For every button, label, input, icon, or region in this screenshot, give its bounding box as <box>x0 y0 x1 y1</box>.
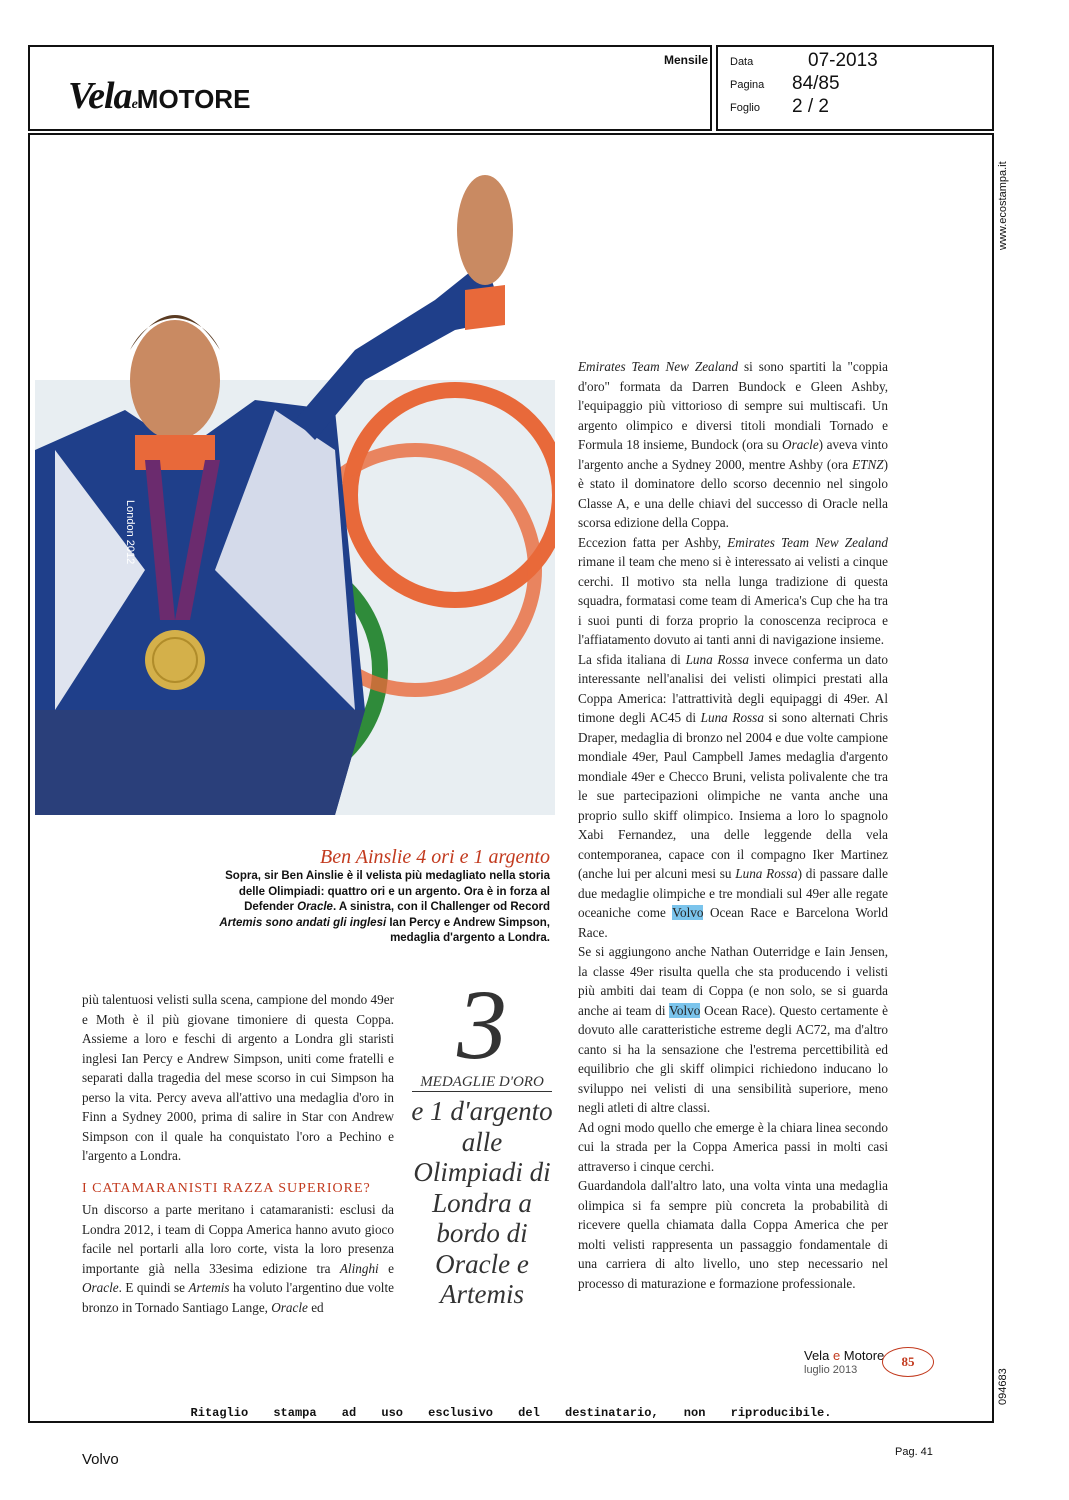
right-paragraph-5: Ad ogni modo quello che emerge è la chiara linea secondo cui la strada per la Coppa America passi in molti casi attraverso i cinque cerchi. <box>578 1119 888 1174</box>
left-column-paragraph-2: Un discorso a parte meritano i catamaranisti: esclusi da Londra 2012, i team di Coppa America hanno avuto gioco facile nel portarli alla loro corte, vista la loro presenza importante già nella 33esima edizione tra Alinghi e Oracle. E quindi se Artemis ha voluto l'argentino due volte bronzo in Tornado Santiago Lange, Oracle ed <box>82 1202 394 1315</box>
folio-date: luglio 2013 <box>804 1364 858 1376</box>
pull-quote-number: 3 <box>457 969 507 1080</box>
caption-title: Ben Ainslie 4 ori e 1 argento <box>320 846 550 868</box>
section-heading: I CATAMARANISTI RAZZA SUPERIORE? <box>82 1181 371 1196</box>
page-number: Pag. 41 <box>895 1446 933 1458</box>
page-label: Pagina <box>730 79 765 91</box>
highlight-volvo: Volvo <box>672 905 704 920</box>
publication-logo: VelaeMOTORE <box>68 75 251 117</box>
date-label: Data <box>730 56 754 68</box>
side-url: www.ecostampa.it <box>997 161 1009 250</box>
highlight-volvo: Volvo <box>669 1002 701 1018</box>
pull-quote-label: MEDAGLIE D'ORO <box>412 1074 552 1092</box>
sheet-value: 2 / 2 <box>792 96 829 117</box>
folio-page-number: 85 <box>882 1347 934 1377</box>
athlete-photo <box>35 150 555 815</box>
frequency-label: Mensile <box>664 53 709 67</box>
right-column <box>578 357 888 1293</box>
jacket-lower <box>35 710 365 815</box>
pull-quote-text: e 1 d'argento alle Olimpiadi di Londra a bordo di Oracle e Artemis <box>411 1096 553 1309</box>
left-column-paragraph-1: più talentuosi velisti sulla scena, campione del mondo 49er e Moth è il più giovane timoniere di questa Coppa. Assieme a loro e feschi di argento a Londra gli staristi inglesi Ian Percy e Andrew Simpson, uniti come fratelli e separati dalla tragedia del mese scorso in cui Simpson ha perso la vita. Percy aveva all'attivo una medaglia d'oro in Finn a Sydney 2000, prima di salire in Star con Andrew Simpson con il quale ha conquistato l'oro a Pechino e l'argento a Londra. <box>82 992 394 1163</box>
search-keyword: Volvo <box>82 1451 119 1468</box>
head <box>130 320 220 440</box>
sleeve-cuff <box>465 285 505 330</box>
right-paragraph-2: Eccezion fatta per Ashby, Emirates Team New Zealand rimane il team che meno si è interessato ai velisti a cinque cerchi. Il motivo sta nella lunga tradizione di questa squadra, formatasi come team di America's Cup che ha tra i suoi punti di forza proprio la conoscenza reciproca e l'affiatamento dovuto ai tanti anni di navigazione insieme. <box>578 534 888 647</box>
right-paragraph-6: Guardandola dall'altro lato, una volta vinta una medaglia olimpica si fa sempre più concreta la probabilità di ricevere quella chiamata dalla Coppa America che per molti velisti rappresenta un passaggio fondamentale di una carriera di alto livello, uno step necessario nel processo di maturazione e formazione professionale. <box>578 1178 888 1291</box>
date-value: 07-2013 <box>808 50 878 71</box>
right-paragraph-1: Emirates Team New Zealand si sono spartiti la "coppia d'oro" formata da Darren Bundock e Gleen Ashby, l'equipaggio più vittorioso di sempre sui multiscafi. Un argento olimpico e diversi titoli mondiali Tornado e Formula 18 insieme, Bundock (ora su Oracle) aveva vinto l'argento anche a Sydney 2000, mentre Ashby (ora ETNZ) è stato il dominatore dello scorso decennio nel singolo Classe A, e una delle chiavi del successo di Oracle nella scorsa edizione della Coppa. <box>578 359 889 530</box>
right-paragraph-4: Se si aggiungono anche Nathan Outerridge e Iain Jensen, la classe 49er risulta quella che sta producendo i velisti più ambiti dai team di Coppa (e non solo, se si guarda anche ai team di Volvo Ocean Race). Questo certamente è dovuto alle caratteristiche estreme degli AC72, ma d'altro canto si ha la sensazione che l'estrema percettibilità ed equilibrio che gli skiff olimpici richiedono inducano lo sviluppo nei velisti di una sensibilità superiore, meno negli atleti di altre classi. <box>578 944 888 1115</box>
raised-hand <box>457 175 513 285</box>
page-value: 84/85 <box>792 73 840 94</box>
right-paragraph-3: La sfida italiana di Luna Rossa invece conferma un dato interessante nell'analisi dei velisti olimpici prestati alla Coppa America: l'attrattività degli equipaggi di 49er. Al timone degli AC45 di Luna Rossa si sono alternati Chris Draper, medaglia di bronzo nel 2004 e due volte campione mondiale 49er, Paul Campbell James medaglia d'argento mondiale 49er e Checco Bruni, velista polivalente che tra le sue partecipazioni olimpiche ne vanta anche una proprio sullo skiff olimpico. Insiema a loro lo spagnolo Xabi Fernandez, una delle leggende della vela contemporanea, capace con il compagno Iker Martinez (anche lui per alcuni mesi su Luna Rossa) di passare dalle due medaglie olimpiche e tre mondiali sul 49er alle regate oceaniche come Volvo Ocean Race e Barcelona World Race. <box>578 651 889 940</box>
folio-magazine-name: Vela e Motore <box>804 1348 885 1363</box>
medal-ribbon-text: London 2012 <box>124 500 136 565</box>
clipping-notice: Ritaglio stampa ad uso esclusivo del destinatario, non riproducibile. <box>190 1406 832 1420</box>
sheet-label: Foglio <box>730 102 760 114</box>
caption-text: Sopra, sir Ben Ainslie è il velista più medagliato nella storia delle Olimpiadi: quattro ori e un argento. Ora è in forza al Defender Oracle. A sinistra, con il Challenger od Record Artemis sono andati gli inglesi Ian Percy e Andrew Simpson, medaglia d'argento a Londra. <box>219 870 550 944</box>
